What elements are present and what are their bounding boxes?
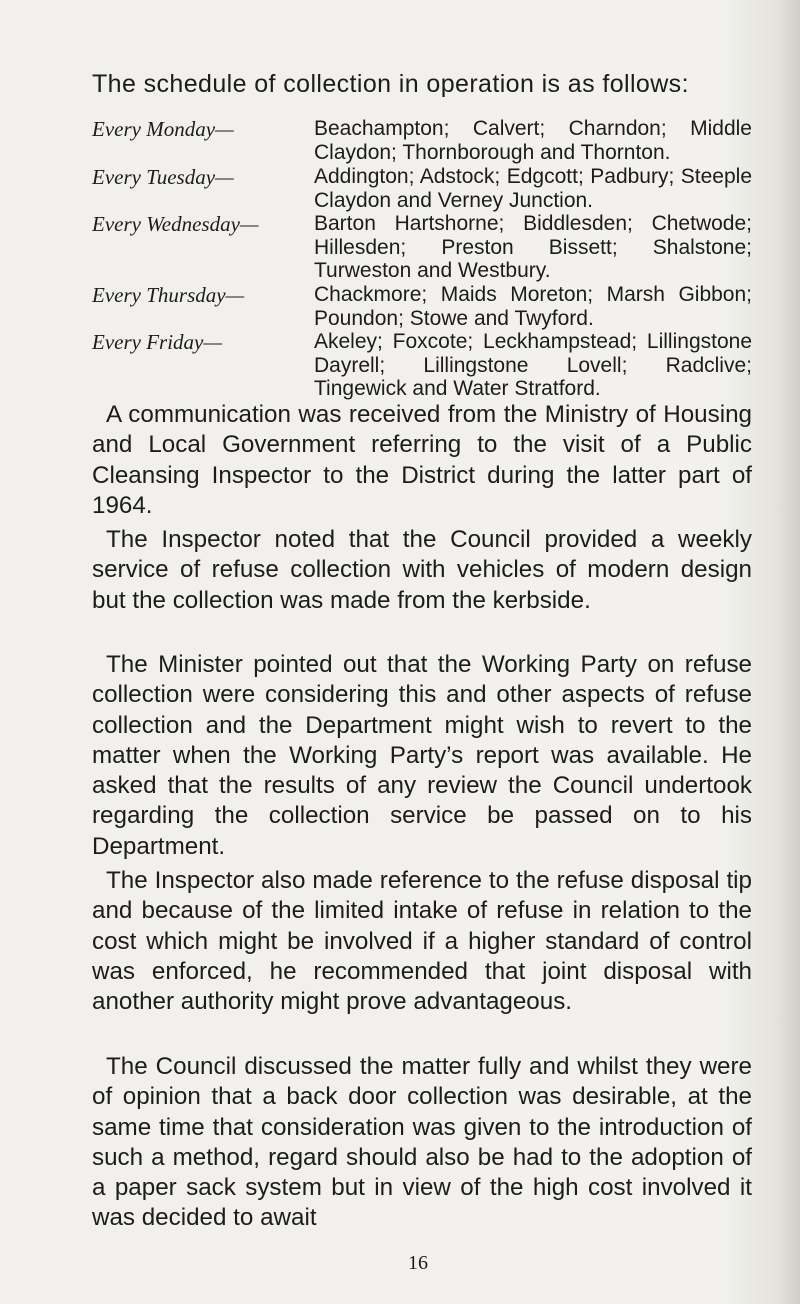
schedule-places-monday: Beachampton; Calvert; Charndon; Middle Claydon; Thornborough and Thornton. [314,117,752,164]
schedule-places-friday: Akeley; Foxcote; Leckhampstead; Lillingstone Dayrell; Lillingstone Lovell; Radclive; Tingewick and Water Stratford. [314,330,752,400]
schedule-day-tuesday: Every Tuesday— [92,165,234,189]
paragraph-council-discussed: The Council discussed the matter fully and whilst they were of opinion that a back door collection was desirable, at the same time that consideration was given to the introduction of such a method, regard should also be had to the adoption of a paper sack system but in view of the high cost involved it was decided to await [92,1053,752,1232]
schedule-day-monday: Every Monday— [92,117,234,141]
paragraph-inspector-noted: The Inspector noted that the Council provided a weekly service of refuse collection with vehicles of modern design but the collection was made from the kerbside. [92,526,752,614]
schedule-day-wednesday: Every Wednesday— [92,212,259,236]
schedule-places-tuesday: Addington; Adstock; Edgcott; Padbury; Steeple Claydon and Verney Junction. [314,165,752,212]
schedule-intro: The schedule of collection in operation is as follows: [92,70,689,98]
page-number: 16 [408,1252,428,1274]
paragraph-minister-pointed-out: The Minister pointed out that the Working Party on refuse collection were considering this and other aspects of refuse collection and the Department might wish to revert to the matter when the Working Party’s report was available. He asked that the results of any review the Council undertook regarding the collection service be passed on to his Department. [92,651,752,860]
schedule-places-thursday: Chackmore; Maids Moreton; Marsh Gibbon; Poundon; Stowe and Twyford. [314,283,752,330]
schedule-day-thursday: Every Thursday— [92,283,245,307]
paragraph-ministry-communication: A communication was received from the Ministry of Housing and Local Government referring to the visit of a Public Cleansing Inspector to the District during the latter part of 1964. [92,401,752,519]
schedule-places-wednesday: Barton Hartshorne; Biddlesden; Chetwode; Hillesden; Preston Bissett; Shalstone; Turweston and Westbury. [314,212,752,282]
paragraph-refuse-disposal-tip: The Inspector also made reference to the refuse disposal tip and because of the limited intake of refuse in relation to the cost which might be involved if a higher standard of control was enforced, he recommended that joint disposal with another authority might prove advantageous. [92,867,752,1016]
schedule-day-friday: Every Friday— [92,330,223,354]
